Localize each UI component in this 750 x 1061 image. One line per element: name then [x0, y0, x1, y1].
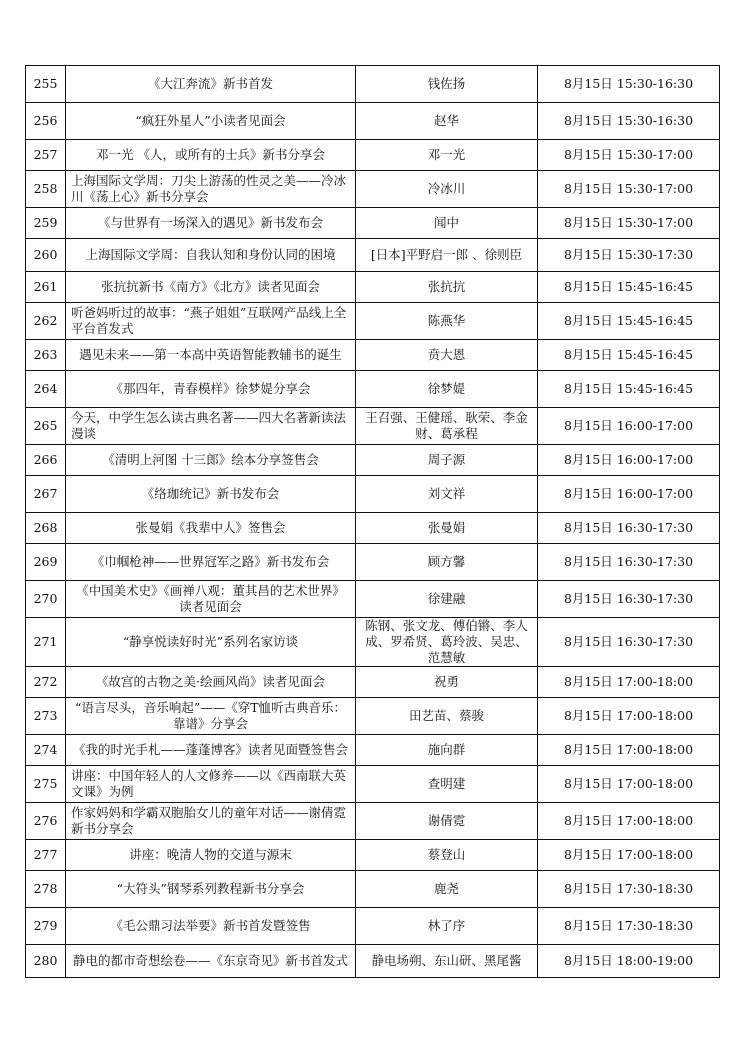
table-row [26, 66, 720, 103]
event-time: 8月15日 16:30-17:30 [538, 581, 720, 618]
event-speakers: 徐梦媞 [356, 371, 538, 408]
event-time: 8月15日 15:45-16:45 [538, 272, 720, 303]
event-number: 280 [26, 945, 66, 978]
event-title: 《故宫的古物之美·绘画风尚》读者见面会 [66, 667, 356, 698]
event-title: 《我的时光手札——蓬蓬博客》读者见面暨签售会 [66, 735, 356, 766]
event-speakers: 施向群 [356, 735, 538, 766]
event-title: 《那四年，青春模样》徐梦媞分享会 [66, 371, 356, 408]
event-number: 276 [26, 803, 66, 840]
event-title: “静享悦读好时光”系列名家访谈 [66, 618, 356, 667]
event-time: 8月15日 15:30-17:00 [538, 208, 720, 239]
event-number: 261 [26, 272, 66, 303]
event-speakers: 顾方馨 [356, 544, 538, 581]
event-title: 《络珈统记》新书发布会 [66, 476, 356, 513]
event-speakers: 陈钢、张文龙、傅伯锵、李人成、罗希贤、葛玲波、吴忠、范慧敏 [356, 618, 538, 667]
event-title: 邓一光 《人，或所有的士兵》新书分享会 [66, 140, 356, 171]
event-speakers: 邓一光 [356, 140, 538, 171]
table-row [26, 544, 720, 581]
event-speakers: [日本]平野启一郎 、徐则臣 [356, 239, 538, 272]
event-number: 279 [26, 908, 66, 945]
event-speakers: 赵华 [356, 103, 538, 140]
event-time: 8月15日 16:00-17:00 [538, 476, 720, 513]
table-row [26, 171, 720, 208]
event-number: 278 [26, 871, 66, 908]
event-time: 8月15日 15:30-16:30 [538, 66, 720, 103]
event-time: 8月15日 17:00-18:00 [538, 735, 720, 766]
table-row [26, 208, 720, 239]
event-time: 8月15日 16:30-17:30 [538, 513, 720, 544]
event-number: 262 [26, 303, 66, 340]
event-number: 260 [26, 239, 66, 272]
event-number: 269 [26, 544, 66, 581]
event-time: 8月15日 17:00-18:00 [538, 667, 720, 698]
event-speakers: 查明建 [356, 766, 538, 803]
event-title: 张曼娟《我辈中人》签售会 [66, 513, 356, 544]
event-title: 作家妈妈和学霸双胞胎女儿的童年对话——谢倩霓新书分享会 [66, 803, 356, 840]
event-title: 遇见未来——第一本高中英语智能教辅书的诞生 [66, 340, 356, 371]
event-time: 8月15日 16:00-17:00 [538, 445, 720, 476]
table-row [26, 945, 720, 978]
event-speakers: 谢倩霓 [356, 803, 538, 840]
event-number: 264 [26, 371, 66, 408]
event-number: 274 [26, 735, 66, 766]
event-time: 8月15日 17:00-18:00 [538, 766, 720, 803]
event-title: 听爸妈听过的故事：“燕子姐姐”互联网产品线上全平台首发式 [66, 303, 356, 340]
event-time: 8月15日 15:30-17:00 [538, 171, 720, 208]
event-number: 265 [26, 408, 66, 445]
table-row [26, 340, 720, 371]
table-row [26, 140, 720, 171]
event-time: 8月15日 17:00-18:00 [538, 840, 720, 871]
event-time: 8月15日 17:00-18:00 [538, 698, 720, 735]
event-title: 静电的都市奇想绘卷——《东京奇见》新书首发式 [66, 945, 356, 978]
table-row [26, 476, 720, 513]
table-row [26, 408, 720, 445]
event-time: 8月15日 16:30-17:30 [538, 544, 720, 581]
event-time: 8月15日 15:45-16:45 [538, 371, 720, 408]
event-title: 《与世界有一场深入的遇见》新书发布会 [66, 208, 356, 239]
table-row [26, 618, 720, 667]
event-number: 256 [26, 103, 66, 140]
event-schedule-table [25, 65, 720, 978]
event-number: 277 [26, 840, 66, 871]
table-row [26, 908, 720, 945]
event-speakers: 静电场朔、东山研、黑尾酱 [356, 945, 538, 978]
event-speakers: 张抗抗 [356, 272, 538, 303]
event-speakers: 陈燕华 [356, 303, 538, 340]
event-speakers: 祝勇 [356, 667, 538, 698]
table-row [26, 272, 720, 303]
event-speakers: 张曼娟 [356, 513, 538, 544]
table-row [26, 445, 720, 476]
event-title: 上海国际文学周：刀尖上游荡的性灵之美——冷冰川《荡上心》新书分享会 [66, 171, 356, 208]
table-row [26, 667, 720, 698]
table-row [26, 103, 720, 140]
event-number: 272 [26, 667, 66, 698]
event-title: 《巾帼枪神——世界冠军之路》新书发布会 [66, 544, 356, 581]
event-speakers: 王召强、王健瑶、耿荣、李金财、葛承程 [356, 408, 538, 445]
event-speakers: 蔡登山 [356, 840, 538, 871]
event-speakers: 钱佐扬 [356, 66, 538, 103]
table-row [26, 303, 720, 340]
event-speakers: 刘文祥 [356, 476, 538, 513]
event-speakers: 鹿尧 [356, 871, 538, 908]
event-time: 8月15日 15:30-16:30 [538, 103, 720, 140]
event-number: 255 [26, 66, 66, 103]
event-speakers: 冷冰川 [356, 171, 538, 208]
event-title: 《中国美术史》《画禅八观：董其昌的艺术世界》读者见面会 [66, 581, 356, 618]
table-row [26, 698, 720, 735]
event-number: 258 [26, 171, 66, 208]
event-title: “疯狂外星人”小读者见面会 [66, 103, 356, 140]
event-speakers: 田艺苗、蔡骏 [356, 698, 538, 735]
event-number: 259 [26, 208, 66, 239]
event-time: 8月15日 15:30-17:00 [538, 140, 720, 171]
event-number: 270 [26, 581, 66, 618]
event-title: 讲座：中国年轻人的人文修养——以《西南联大英文课》为例 [66, 766, 356, 803]
event-number: 273 [26, 698, 66, 735]
table-row [26, 803, 720, 840]
table-row [26, 581, 720, 618]
event-title: 《清明上河图 十三郎》绘本分享签售会 [66, 445, 356, 476]
event-speakers: 贲大恩 [356, 340, 538, 371]
event-title: 讲座：晚清人物的交道与源末 [66, 840, 356, 871]
event-title: 《大江奔流》新书首发 [66, 66, 356, 103]
table-row [26, 735, 720, 766]
table-row [26, 871, 720, 908]
event-number: 275 [26, 766, 66, 803]
event-speakers: 林了序 [356, 908, 538, 945]
event-number: 266 [26, 445, 66, 476]
event-time: 8月15日 16:00-17:00 [538, 408, 720, 445]
event-time: 8月15日 15:45-16:45 [538, 303, 720, 340]
event-speakers: 闻中 [356, 208, 538, 239]
event-title: “语言尽头，音乐响起”——《穿T恤听古典音乐：靠谱》分享会 [66, 698, 356, 735]
event-time: 8月15日 15:45-16:45 [538, 340, 720, 371]
table-row [26, 371, 720, 408]
event-number: 267 [26, 476, 66, 513]
table-row [26, 513, 720, 544]
event-title: 张抗抗新书《南方》《北方》读者见面会 [66, 272, 356, 303]
event-title: 上海国际文学周：自我认知和身份认同的困境 [66, 239, 356, 272]
event-time: 8月15日 15:30-17:30 [538, 239, 720, 272]
table-row [26, 840, 720, 871]
event-title: 今天，中学生怎么读古典名著——四大名著新读法漫谈 [66, 408, 356, 445]
event-number: 271 [26, 618, 66, 667]
event-speakers: 徐建融 [356, 581, 538, 618]
event-title: “大符头”钢琴系列教程新书分享会 [66, 871, 356, 908]
table-row [26, 766, 720, 803]
event-number: 257 [26, 140, 66, 171]
event-time: 8月15日 17:00-18:00 [538, 803, 720, 840]
event-time: 8月15日 18:00-19:00 [538, 945, 720, 978]
schedule-page [25, 65, 719, 978]
event-title: 《毛公鼎习法举要》新书首发暨签售 [66, 908, 356, 945]
event-speakers: 周子源 [356, 445, 538, 476]
event-number: 268 [26, 513, 66, 544]
table-body [26, 66, 720, 978]
event-number: 263 [26, 340, 66, 371]
event-time: 8月15日 16:30-17:30 [538, 618, 720, 667]
event-time: 8月15日 17:30-18:30 [538, 871, 720, 908]
table-row [26, 239, 720, 272]
event-time: 8月15日 17:30-18:30 [538, 908, 720, 945]
